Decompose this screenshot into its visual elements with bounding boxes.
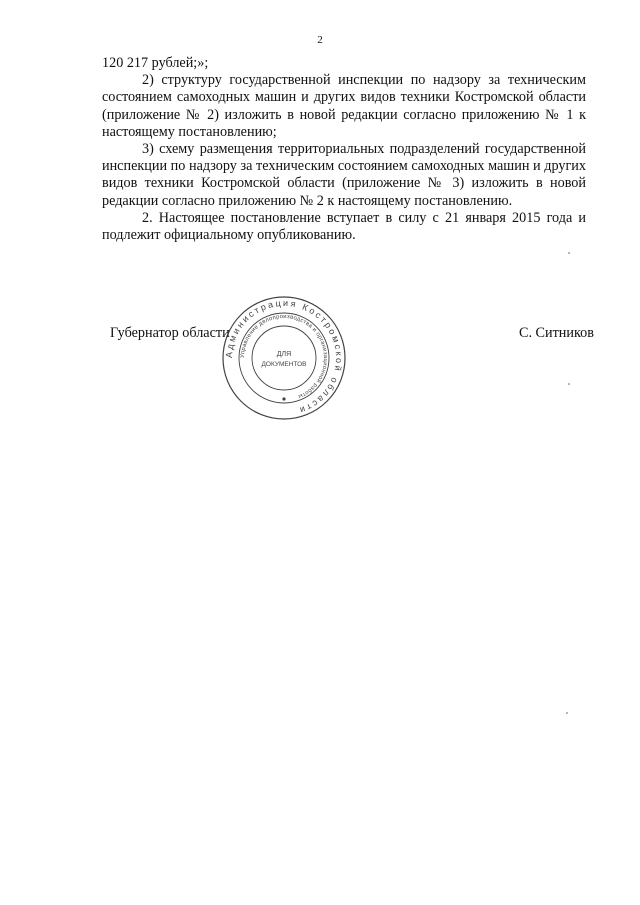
scan-speck (566, 712, 568, 714)
page-number: 2 (317, 34, 323, 46)
paragraph-item-2: 2) структуру государственной инспекции по надзору за техническим состоянием самоходных машин и других видов техники Костромской области (приложение № 2) изложить в новой редакции согласно приложению № 1 к настоящему постановлению; (102, 72, 586, 140)
document-body (102, 55, 586, 244)
stamp-middle-circle (239, 313, 329, 403)
scan-speck (568, 252, 570, 254)
paragraph-continuation: 120 217 рублей;»; (102, 55, 209, 71)
scan-speck (568, 383, 570, 385)
paragraph-effective-date: 2. Настоящее постановление вступает в силу с 21 января 2015 года и подлежит официальному опубликованию. (102, 209, 586, 244)
stamp-inner-circle (252, 326, 316, 390)
stamp-center-line1: ДЛЯ (276, 351, 292, 358)
stamp-center-line2: ДОКУМЕНТОВ (261, 361, 307, 368)
official-stamp (221, 295, 347, 421)
stamp-outer-text: Администрация Костромской области (223, 297, 345, 416)
stamp-dot (282, 397, 285, 400)
signatory-name: С. Ситников (519, 325, 594, 341)
signatory-title: Губернатор области (110, 325, 230, 341)
paragraph-item-3: 3) схему размещения территориальных подразделений государственной инспекции по надзору за техническим состоянием самоходных машин и других видов техники Костромской области (приложение № 3) изложить в новой редакции согласно приложению № 2 к настоящему постановлению. (102, 141, 586, 209)
stamp-inner-text: Управление делопроизводства и организационной работы (239, 313, 329, 400)
